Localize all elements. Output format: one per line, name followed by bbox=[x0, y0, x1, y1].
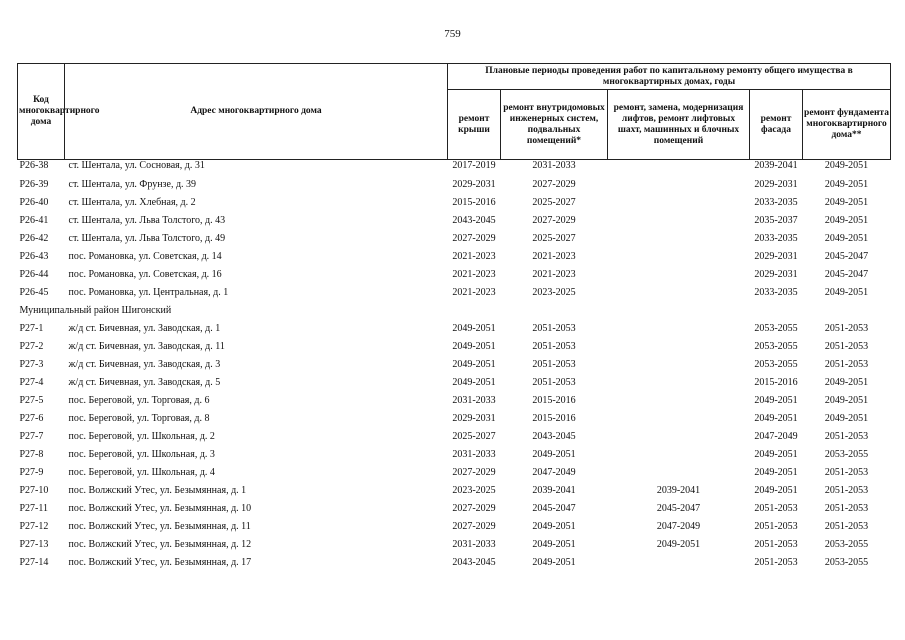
table-row bbox=[18, 460, 891, 478]
cell-elevators: 2045-2047 bbox=[656, 503, 701, 514]
cell-systems: 2051-2053 bbox=[532, 323, 576, 334]
table-row bbox=[18, 532, 891, 550]
cell-facade: 2047-2049 bbox=[754, 431, 798, 442]
cell-elevators bbox=[608, 208, 750, 226]
cell-systems: 2049-2051 bbox=[532, 539, 576, 550]
cell-foundation: 2051-2053 bbox=[824, 323, 869, 334]
table-body bbox=[18, 160, 891, 569]
cell-code: Р27-10 bbox=[19, 485, 49, 496]
cell-roof: 2017-2019 bbox=[452, 160, 496, 171]
cell-elevators bbox=[608, 280, 750, 298]
cell-address: пос. Волжский Утес, ул. Безымянная, д. 10 bbox=[68, 503, 252, 514]
cell-code: Р27-6 bbox=[19, 413, 44, 424]
cell-address: пос. Береговой, ул. Торговая, д. 8 bbox=[68, 413, 210, 424]
cell-address: ст. Шентала, ул. Льва Толстого, д. 49 bbox=[68, 233, 226, 244]
cell-roof: 2027-2029 bbox=[452, 467, 496, 478]
cell-facade: 2053-2055 bbox=[754, 359, 798, 370]
cell-facade: 2029-2031 bbox=[754, 179, 798, 190]
cell-foundation: 2049-2051 bbox=[824, 413, 869, 424]
cell-roof: 2031-2033 bbox=[452, 539, 496, 550]
cell-elevators bbox=[608, 160, 750, 173]
cell-facade: 2049-2051 bbox=[754, 485, 798, 496]
cell-elevators bbox=[608, 262, 750, 280]
cell-code: Р26-45 bbox=[19, 287, 49, 298]
cell-facade: 2053-2055 bbox=[754, 341, 798, 352]
cell-code: Р27-8 bbox=[19, 449, 44, 460]
cell-foundation: 2051-2053 bbox=[824, 485, 869, 496]
cell-code: Р26-43 bbox=[19, 251, 49, 262]
cell-systems: 2031-2033 bbox=[532, 160, 576, 171]
cell-foundation: 2049-2051 bbox=[824, 233, 869, 244]
cell-facade: 2039-2041 bbox=[754, 160, 798, 171]
table-row bbox=[18, 190, 891, 208]
cell-code: Р27-13 bbox=[19, 539, 49, 550]
cell-code: Р27-9 bbox=[19, 467, 44, 478]
cell-code: Р27-1 bbox=[19, 323, 44, 334]
cell-elevators: 2047-2049 bbox=[656, 521, 701, 532]
cell-foundation: 2045-2047 bbox=[824, 251, 869, 262]
cell-facade: 2029-2031 bbox=[754, 251, 798, 262]
cell-code: Р27-4 bbox=[19, 377, 44, 388]
cell-systems: 2023-2025 bbox=[532, 287, 576, 298]
cell-facade: 2015-2016 bbox=[754, 377, 798, 388]
cell-address: пос. Волжский Утес, ул. Безымянная, д. 1 bbox=[68, 485, 247, 496]
cell-address: пос. Волжский Утес, ул. Безымянная, д. 11 bbox=[68, 521, 251, 532]
cell-code: Р27-3 bbox=[19, 359, 44, 370]
cell-foundation: 2049-2051 bbox=[824, 395, 869, 406]
table-row bbox=[18, 514, 891, 532]
cell-foundation: 2051-2053 bbox=[824, 467, 869, 478]
table-row bbox=[18, 172, 891, 190]
header-facade: ремонт фасада bbox=[750, 90, 803, 160]
cell-systems: 2049-2051 bbox=[532, 449, 576, 460]
cell-elevators bbox=[608, 424, 750, 442]
cell-elevators bbox=[608, 226, 750, 244]
cell-systems: 2049-2051 bbox=[532, 557, 576, 568]
cell-address: пос. Береговой, ул. Торговая, д. 6 bbox=[68, 395, 210, 406]
cell-roof: 2031-2033 bbox=[452, 449, 496, 460]
cell-address: ст. Шентала, ул. Фрунзе, д. 39 bbox=[68, 179, 197, 190]
cell-facade: 2053-2055 bbox=[754, 323, 798, 334]
cell-address: пос. Волжский Утес, ул. Безымянная, д. 17 bbox=[68, 557, 252, 568]
cell-address: пос. Романовка, ул. Советская, д. 14 bbox=[68, 251, 222, 262]
cell-address: пос. Романовка, ул. Советская, д. 16 bbox=[68, 269, 222, 280]
cell-roof: 2043-2045 bbox=[452, 557, 496, 568]
cell-facade: 2035-2037 bbox=[754, 215, 798, 226]
cell-systems: 2027-2029 bbox=[532, 179, 576, 190]
cell-roof: 2049-2051 bbox=[452, 359, 496, 370]
cell-address: ж/д ст. Бичевная, ул. Заводская, д. 5 bbox=[68, 377, 221, 388]
cell-code: Р26-44 bbox=[19, 269, 49, 280]
cell-roof: 2023-2025 bbox=[452, 485, 496, 496]
cell-roof: 2021-2023 bbox=[452, 269, 496, 280]
header-foundation: ремонт фундамента многоквартирного дома** bbox=[803, 90, 891, 160]
header-address: Адрес многоквартирного дома bbox=[65, 64, 448, 160]
cell-code: Р27-5 bbox=[19, 395, 44, 406]
cell-roof: 2027-2029 bbox=[452, 521, 496, 532]
cell-roof: 2021-2023 bbox=[452, 251, 496, 262]
cell-roof: 2027-2029 bbox=[452, 503, 496, 514]
cell-systems: 2021-2023 bbox=[532, 251, 576, 262]
cell-systems: 2049-2051 bbox=[532, 521, 576, 532]
cell-systems: 2015-2016 bbox=[532, 395, 576, 406]
cell-systems: 2015-2016 bbox=[532, 413, 576, 424]
cell-address: ст. Шентала, ул. Льва Толстого, д. 43 bbox=[68, 215, 226, 226]
cell-code: Р27-12 bbox=[19, 521, 49, 532]
cell-foundation: 2049-2051 bbox=[824, 215, 869, 226]
table-row bbox=[18, 352, 891, 370]
cell-roof: 2031-2033 bbox=[452, 395, 496, 406]
cell-systems: 2025-2027 bbox=[532, 197, 576, 208]
cell-facade: 2049-2051 bbox=[754, 449, 798, 460]
cell-address: пос. Береговой, ул. Школьная, д. 4 bbox=[68, 467, 215, 478]
cell-code: Р26-38 bbox=[19, 160, 49, 171]
cell-foundation: 2051-2053 bbox=[824, 521, 869, 532]
cell-facade: 2051-2053 bbox=[754, 503, 798, 514]
table-row bbox=[18, 442, 891, 460]
cell-address: ж/д ст. Бичевная, ул. Заводская, д. 11 bbox=[68, 341, 225, 352]
cell-code: Р27-14 bbox=[19, 557, 49, 568]
cell-elevators bbox=[608, 460, 750, 478]
cell-roof: 2049-2051 bbox=[452, 341, 496, 352]
table-row bbox=[18, 316, 891, 334]
cell-foundation: 2049-2051 bbox=[824, 377, 869, 388]
cell-facade: 2049-2051 bbox=[754, 413, 798, 424]
cell-code: Р26-40 bbox=[19, 197, 49, 208]
cell-roof: 2043-2045 bbox=[452, 215, 496, 226]
cell-foundation: 2049-2051 bbox=[824, 287, 869, 298]
table-row bbox=[18, 496, 891, 514]
cell-foundation: 2049-2051 bbox=[824, 179, 869, 190]
cell-address: ж/д ст. Бичевная, ул. Заводская, д. 3 bbox=[68, 359, 221, 370]
cell-systems: 2047-2049 bbox=[532, 467, 576, 478]
repair-schedule-table bbox=[17, 63, 891, 568]
cell-facade: 2029-2031 bbox=[754, 269, 798, 280]
cell-address: пос. Волжский Утес, ул. Безымянная, д. 12 bbox=[68, 539, 252, 550]
cell-systems: 2021-2023 bbox=[532, 269, 576, 280]
cell-facade: 2033-2035 bbox=[754, 197, 798, 208]
cell-foundation: 2053-2055 bbox=[824, 449, 869, 460]
cell-facade: 2051-2053 bbox=[754, 521, 798, 532]
cell-address: пос. Береговой, ул. Школьная, д. 2 bbox=[68, 431, 215, 442]
region-row bbox=[18, 298, 891, 316]
cell-elevators bbox=[608, 406, 750, 424]
cell-systems: 2043-2045 bbox=[532, 431, 576, 442]
cell-foundation: 2053-2055 bbox=[824, 539, 869, 550]
header-code: Код многоквартирного дома bbox=[18, 64, 65, 160]
table-row bbox=[18, 262, 891, 280]
cell-facade: 2051-2053 bbox=[754, 557, 798, 568]
cell-foundation: 2049-2051 bbox=[824, 160, 869, 171]
cell-systems: 2025-2027 bbox=[532, 233, 576, 244]
table-row bbox=[18, 244, 891, 262]
cell-address: ж/д ст. Бичевная, ул. Заводская, д. 1 bbox=[68, 323, 221, 334]
cell-code: Р26-39 bbox=[19, 179, 49, 190]
cell-elevators bbox=[608, 334, 750, 352]
cell-address: пос. Береговой, ул. Школьная, д. 3 bbox=[68, 449, 215, 460]
cell-elevators bbox=[608, 388, 750, 406]
table-row bbox=[18, 226, 891, 244]
cell-roof: 2015-2016 bbox=[452, 197, 496, 208]
cell-systems: 2039-2041 bbox=[532, 485, 576, 496]
cell-elevators bbox=[608, 244, 750, 262]
cell-code: Р26-41 bbox=[19, 215, 49, 226]
header-systems: ремонт внутридомовых инженерных систем, подвальных помещений* bbox=[501, 90, 608, 160]
cell-foundation: 2049-2051 bbox=[824, 197, 869, 208]
cell-roof: 2049-2051 bbox=[452, 323, 496, 334]
cell-foundation: 2051-2053 bbox=[824, 359, 869, 370]
table-row bbox=[18, 280, 891, 298]
cell-foundation: 2045-2047 bbox=[824, 269, 869, 280]
cell-systems: 2027-2029 bbox=[532, 215, 576, 226]
cell-address: ст. Шентала, ул. Хлебная, д. 2 bbox=[68, 197, 196, 208]
cell-code: Р27-11 bbox=[19, 503, 49, 514]
cell-elevators: 2039-2041 bbox=[656, 485, 701, 496]
cell-code: Р26-42 bbox=[19, 233, 49, 244]
table-row bbox=[18, 478, 891, 496]
cell-foundation: 2051-2053 bbox=[824, 503, 869, 514]
cell-roof: 2025-2027 bbox=[452, 431, 496, 442]
cell-facade: 2051-2053 bbox=[754, 539, 798, 550]
cell-elevators bbox=[608, 316, 750, 334]
header-periods: Плановые периоды проведения работ по капитальному ремонту общего имущества в многоквартирных домах, годы bbox=[448, 64, 891, 90]
table-row bbox=[18, 160, 891, 173]
table-row bbox=[18, 334, 891, 352]
cell-foundation: 2051-2053 bbox=[824, 431, 869, 442]
cell-facade: 2033-2035 bbox=[754, 233, 798, 244]
table-row bbox=[18, 370, 891, 388]
cell-elevators bbox=[608, 370, 750, 388]
cell-code: Р27-7 bbox=[19, 431, 44, 442]
cell-foundation: 2051-2053 bbox=[824, 341, 869, 352]
cell-elevators: 2049-2051 bbox=[656, 539, 701, 550]
cell-facade: 2033-2035 bbox=[754, 287, 798, 298]
cell-roof: 2027-2029 bbox=[452, 233, 496, 244]
table-row bbox=[18, 388, 891, 406]
cell-elevators bbox=[608, 352, 750, 370]
region-name: Муниципальный район Шигонский bbox=[19, 305, 172, 316]
header-roof: ремонт крыши bbox=[448, 90, 501, 160]
cell-elevators bbox=[608, 190, 750, 208]
cell-code: Р27-2 bbox=[19, 341, 44, 352]
cell-systems: 2051-2053 bbox=[532, 341, 576, 352]
cell-address: ст. Шентала, ул. Сосновая, д. 31 bbox=[68, 160, 205, 171]
cell-roof: 2049-2051 bbox=[452, 377, 496, 388]
table-row bbox=[18, 550, 891, 568]
cell-systems: 2045-2047 bbox=[532, 503, 576, 514]
cell-foundation: 2053-2055 bbox=[824, 557, 869, 568]
cell-roof: 2029-2031 bbox=[452, 413, 496, 424]
cell-elevators bbox=[608, 550, 750, 568]
cell-address: пос. Романовка, ул. Центральная, д. 1 bbox=[68, 287, 229, 298]
cell-systems: 2051-2053 bbox=[532, 359, 576, 370]
table-row bbox=[18, 424, 891, 442]
page-number: 759 bbox=[444, 28, 461, 40]
cell-systems: 2051-2053 bbox=[532, 377, 576, 388]
cell-roof: 2029-2031 bbox=[452, 179, 496, 190]
cell-roof: 2021-2023 bbox=[452, 287, 496, 298]
cell-facade: 2049-2051 bbox=[754, 395, 798, 406]
table-row bbox=[18, 406, 891, 424]
cell-elevators bbox=[608, 172, 750, 190]
cell-elevators bbox=[608, 442, 750, 460]
cell-facade: 2049-2051 bbox=[754, 467, 798, 478]
header-elevators: ремонт, замена, модернизация лифтов, ремонт лифтовых шахт, машинных и блочных помещений bbox=[608, 90, 750, 160]
table-row bbox=[18, 208, 891, 226]
